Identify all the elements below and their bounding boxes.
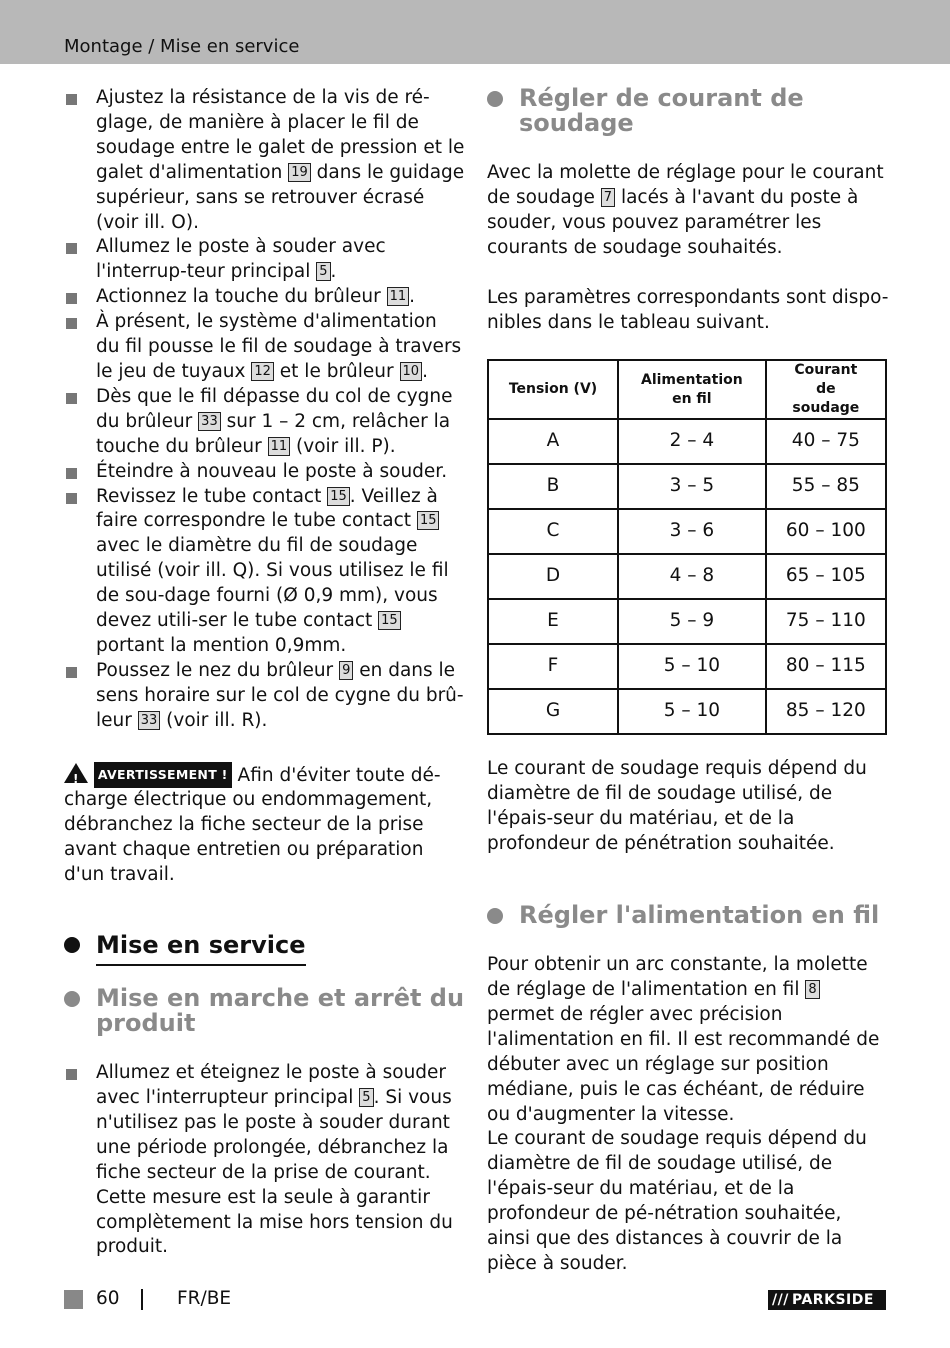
table-cell: 80 – 115 (766, 644, 886, 689)
table-cell: 40 – 75 (766, 419, 886, 464)
right-column (487, 86, 889, 1277)
ref-number: 8 (805, 980, 819, 999)
section-heading-courant: Régler de courant de soudage (487, 86, 889, 136)
ref-number: 15 (378, 611, 401, 630)
table-cell: F (488, 644, 618, 689)
warning-block (64, 762, 466, 889)
ref-number: 12 (251, 362, 274, 381)
ref-number: 19 (288, 163, 311, 182)
warning-triangle-icon: ! (64, 763, 88, 783)
list-item: Poussez le nez du brûleur 9 en dans le sens horaire sur le col de cygne du brû-leur 33 (voir ill. R). (64, 659, 466, 734)
list-item: À présent, le système d'alimentation du fil pousse le fil de soudage à travers le jeu de tuyaux 12 et le brûleur 10 . (64, 310, 466, 385)
ref-number: 33 (138, 711, 161, 730)
paragraph-wire-feed: Pour obtenir un arc constante, la molette de réglage de l'alimentation en fil 8 permet de régler avec précision l'alimentation en fil. Il est recommandé de débuter avec un réglage sur position médiane, puis le cas échéant, de réduire ou d'augmenter la vitesse. (487, 954, 880, 1125)
table-header-cell: Tension (V) (488, 360, 618, 419)
ref-number: 15 (327, 487, 350, 506)
page-number: 60 (96, 1288, 120, 1309)
table-cell: 65 – 105 (766, 554, 886, 599)
table-row (488, 419, 886, 464)
ref-number: 11 (268, 437, 291, 456)
table-cell: A (488, 419, 618, 464)
table-cell: 3 – 5 (618, 464, 766, 509)
table-row (488, 509, 886, 554)
table-cell: 5 – 10 (618, 644, 766, 689)
table-cell: 55 – 85 (766, 464, 886, 509)
paragraph-current-intro: Avec la molette de réglage pour le courant de soudage 7 lacés à l'avant du poste à souder, vous pouvez paramétrer les courants de soudage souhaités. (487, 162, 884, 258)
table-row (488, 644, 886, 689)
table-cell: 5 – 10 (618, 689, 766, 734)
ref-number: 15 (417, 511, 440, 530)
table-cell: 85 – 120 (766, 689, 886, 734)
footer-divider (141, 1289, 143, 1310)
logo-stripes-icon: /// (772, 1292, 789, 1308)
list-item: Actionnez la touche du brûleur 11 . (64, 285, 466, 310)
table-cell: 5 – 9 (618, 599, 766, 644)
table-cell: 75 – 110 (766, 599, 886, 644)
table-row (488, 464, 886, 509)
ref-number: 5 (359, 1088, 373, 1107)
list-item: Allumez et éteignez le poste à souder avec l'interrupteur principal 5 . Si vous n'utilisez pas le poste à souder durant une période prolongée, débranchez la fiche secteur de la prise de courant. Cette mesure est la seule à garantir complètement la mise hors tension du produit. (64, 1061, 466, 1260)
bullet-dot-icon (64, 991, 80, 1007)
bullet-dot-icon (487, 91, 503, 107)
table-cell: 4 – 8 (618, 554, 766, 599)
paragraph-current-depends: Le courant de soudage requis dépend du diamètre de fil de soudage utilisé, de l'épais-seur du matériau, et de la profondeur de pénétration souhaitée. (487, 758, 867, 855)
table-cell: B (488, 464, 618, 509)
power-steps-list (64, 1061, 466, 1260)
table-cell: D (488, 554, 618, 599)
ref-number: 10 (400, 362, 423, 381)
warning-text: Afin d'éviter toute dé-charge électrique ou endommagement, débranchez la fiche secteur de la prise avant chaque entretien ou préparation d'un travail. (64, 764, 441, 886)
page-header (0, 0, 950, 64)
ref-number: 11 (387, 287, 410, 306)
parkside-logo: /// PARKSIDE (768, 1290, 886, 1310)
list-item: Éteindre à nouveau le poste à souder. (64, 460, 466, 485)
table-cell: 3 – 6 (618, 509, 766, 554)
table-header-cell: Courant de soudage (766, 360, 886, 419)
section-heading-mise-en-service: Mise en service (64, 930, 466, 966)
list-item: Ajustez la résistance de la vis de ré-glage, de manière à placer le fil de soudage entre le galet de pression et le galet d'alimentation 19 dans le guidage supérieur, sans se retrouver écrasé (voir ill. O). (64, 86, 466, 235)
bullet-dot-icon (487, 908, 503, 924)
warning-label: AVERTISSEMENT ! (94, 762, 232, 789)
bullet-dot-icon (64, 937, 80, 953)
table-cell: G (488, 689, 618, 734)
ref-number: 9 (339, 661, 353, 680)
header-title: Montage / Mise en service (64, 36, 300, 57)
table-cell: C (488, 509, 618, 554)
footer-square-icon (64, 1290, 83, 1309)
ref-number: 33 (198, 412, 221, 431)
table-cell: 60 – 100 (766, 509, 886, 554)
paragraph-wire-feed-depends: Le courant de soudage requis dépend du diamètre de fil de soudage utilisé, de l'épais-seur du matériau, et de la profondeur de pé-nétration souhaitée, ainsi que des distances à couvrir de la pièce à souder. (487, 1128, 867, 1274)
footer-language: FR/BE (177, 1288, 232, 1309)
assembly-steps-list (64, 86, 466, 734)
ref-number: 5 (316, 262, 330, 281)
table-body (488, 419, 886, 734)
list-item: Dès que le fil dépasse du col de cygne du brûleur 33 sur 1 – 2 cm, relâcher la touche du brûleur 11 (voir ill. P). (64, 385, 466, 460)
left-column (64, 86, 466, 1260)
section-heading-alimentation: Régler l'alimentation en fil (487, 903, 889, 928)
list-item: Allumez le poste à souder avec l'interrup-teur principal 5 . (64, 235, 466, 285)
subsection-heading-marche-arret: Mise en marche et arrêt du produit (64, 986, 466, 1036)
table-row (488, 689, 886, 734)
paragraph-table-intro: Les paramètres correspondants sont dispo-nibles dans le tableau suivant. (487, 286, 889, 333)
table-header-cell: Alimentation en fil (618, 360, 766, 419)
table-header-row (488, 360, 886, 419)
list-item: Revissez le tube contact 15 . Veillez à faire correspondre le tube contact 15 avec le diamètre du fil de soudage utilisé (voir ill. Q). Si vous utilisez le fil de sou-dage fourni (Ø 0,9 mm), vous devez utili-ser le tube contact 15 portant la mention 0,9mm. (64, 485, 466, 659)
table-cell: E (488, 599, 618, 644)
table-cell: 2 – 4 (618, 419, 766, 464)
settings-table (487, 359, 887, 735)
ref-number: 7 (601, 188, 615, 207)
table-row (488, 599, 886, 644)
table-row (488, 554, 886, 599)
